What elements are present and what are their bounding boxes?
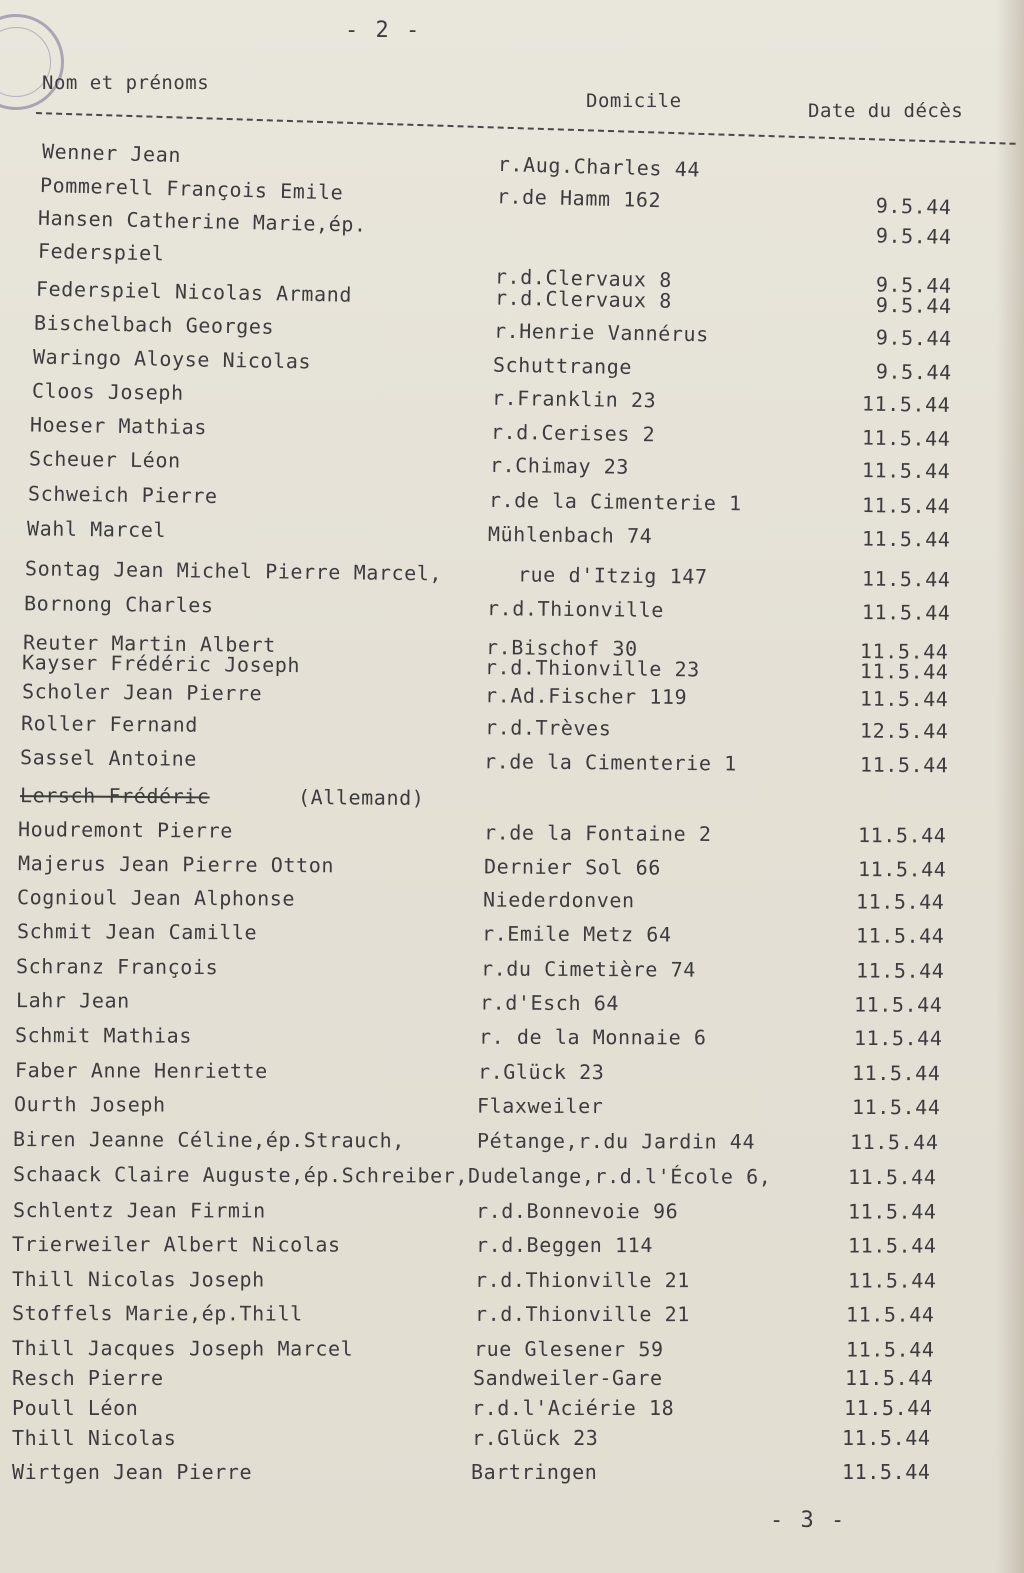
row-date: 11.5.44: [855, 958, 945, 983]
row-domicile: r.Emile Metz 64: [481, 921, 672, 947]
row-domicile: Schuttrange: [492, 352, 633, 380]
row-domicile: r.d.Trèves: [484, 715, 612, 741]
row-domicile: Bartringen: [471, 1460, 598, 1484]
row-domicile: r.d.Thionville 21: [474, 1301, 690, 1327]
row-domicile: Niederdonven: [482, 887, 635, 913]
table-row: [0, 1301, 1024, 1331]
table-row: [0, 1162, 1024, 1194]
row-name: Wahl Marcel: [26, 516, 167, 543]
row-name: Thill Jacques Joseph Marcel: [11, 1336, 354, 1361]
row-domicile: r.d.Beggen 114: [475, 1232, 654, 1258]
row-note: (Allemand): [297, 785, 425, 810]
row-domicile: r.de la Cimenterie 1: [483, 749, 737, 776]
row-date: 11.5.44: [861, 566, 951, 592]
row-date: 11.5.44: [842, 1460, 931, 1484]
row-name: Sontag Jean Michel Pierre Marcel,: [24, 556, 443, 586]
row-name: Biren Jeanne Céline,ép.Strauch,: [12, 1127, 405, 1153]
row-name: Waringo Aloyse Nicolas: [32, 344, 312, 374]
table-row: [0, 1426, 1024, 1454]
row-date: 11.5.44: [859, 752, 949, 778]
table-row: [0, 1198, 1024, 1228]
row-date: 11.5.44: [855, 889, 945, 914]
row-domicile: r.d.Clervaux 8: [494, 264, 673, 293]
row-domicile: r.du Cimetière 74: [480, 956, 696, 982]
row-name: Scholer Jean Pierre: [21, 679, 263, 706]
table-row: [0, 783, 1024, 818]
row-name: Reuter Martin Albert: [22, 630, 276, 657]
row-date: 11.5.44: [849, 1129, 939, 1155]
row-date: 11.5.44: [855, 923, 945, 948]
table-row: [0, 1023, 1024, 1055]
row-domicile: r.d.Cerises 2: [490, 419, 656, 447]
row-domicile: r.de la Cimenterie 1: [488, 487, 742, 516]
row-name: Stoffels Marie,ép.Thill: [11, 1301, 303, 1326]
table-row: [0, 711, 1024, 748]
header-date: Date du décès: [808, 100, 964, 122]
row-name: Trierweiler Albert Nicolas: [11, 1232, 341, 1257]
row-domicile: r.Franklin 23: [491, 385, 657, 413]
row-date: 11.5.44: [847, 1199, 937, 1224]
row-name: Pommerell François Emile: [39, 172, 344, 205]
row-date: 9.5.44: [875, 193, 952, 220]
table-row: [0, 885, 1024, 918]
row-date: 11.5.44: [847, 1268, 937, 1293]
row-domicile: r.d.Thionville 23: [484, 655, 701, 682]
row-date: 9.5.44: [875, 292, 952, 319]
row-date: 11.5.44: [847, 1233, 937, 1258]
row-name: Wenner Jean: [41, 139, 182, 168]
row-name: Bischelbach Georges: [33, 310, 275, 339]
header-domicile: Domicile: [586, 90, 682, 112]
row-date: 11.5.44: [859, 686, 949, 712]
row-name: Federspiel: [37, 238, 165, 266]
row-name: Bornong Charles: [23, 591, 214, 618]
table-row: [0, 817, 1024, 852]
row-name: Scheuer Léon: [28, 446, 181, 473]
table-row: [0, 1366, 1024, 1394]
table-row: [0, 954, 1024, 987]
page-number-top: - 2 -: [345, 18, 422, 43]
row-name: Cognioul Jean Alphonse: [16, 885, 296, 911]
row-date: 11.5.44: [851, 1060, 941, 1086]
row-domicile: Sandweiler-Gare: [473, 1366, 663, 1390]
row-name: Schranz François: [15, 954, 219, 980]
row-name: Faber Anne Henriette: [14, 1058, 268, 1083]
row-domicile: r. de la Monnaie 6: [478, 1024, 707, 1050]
row-date: 11.5.44: [861, 493, 951, 519]
table-row: [0, 919, 1024, 952]
row-name: Sassel Antoine: [19, 745, 198, 771]
row-domicile: r.Bischof 30: [485, 635, 638, 661]
table-row: [0, 1396, 1024, 1424]
row-date: 11.5.44: [857, 822, 947, 848]
row-domicile: r.Glück 23: [477, 1059, 605, 1085]
row-name: Kayser Frédéric Joseph: [21, 650, 301, 678]
row-name: Roller Fernand: [20, 711, 199, 737]
table-row: [0, 1092, 1024, 1124]
row-date: 11.5.44: [861, 458, 951, 484]
row-name: Ourth Joseph: [13, 1092, 166, 1117]
row-name: Cloos Joseph: [31, 378, 184, 405]
row-date: 11.5.44: [861, 425, 951, 451]
table-row: [0, 851, 1024, 886]
table-row: [0, 516, 1024, 557]
table-row: [0, 1232, 1024, 1262]
row-domicile: r.de Hamm 162: [496, 184, 662, 213]
row-date: 9.5.44: [875, 223, 952, 249]
seal-stamp: [0, 14, 64, 110]
row-domicile: Flaxweiler: [476, 1093, 604, 1119]
page-number-bottom: - 3 -: [770, 1508, 847, 1533]
row-domicile: r.d'Esch 64: [479, 990, 620, 1016]
row-name: Schmit Mathias: [14, 1023, 193, 1048]
row-date: 11.5.44: [861, 526, 951, 552]
row-domicile: r.d.Thionville 21: [474, 1267, 690, 1293]
row-name: Schmit Jean Camille: [16, 919, 258, 945]
row-date: 11.5.44: [847, 1164, 937, 1190]
row-date: 9.5.44: [875, 359, 952, 385]
row-domicile: r.Henrie Vannérus: [493, 318, 710, 347]
row-domicile: Pétange,r.du Jardin 44: [476, 1128, 756, 1154]
row-date: 11.5.44: [861, 600, 951, 625]
table-row: [0, 988, 1024, 1021]
header-name: Nom et prénoms: [42, 72, 210, 94]
row-domicile: r.Aug.Charles 44: [497, 151, 701, 182]
row-name: Wirtgen Jean Pierre: [12, 1460, 253, 1484]
row-date: 11.5.44: [845, 1366, 934, 1390]
row-date: 11.5.44: [859, 659, 949, 684]
row-date: 11.5.44: [853, 1025, 943, 1051]
table-row: [0, 1267, 1024, 1297]
row-name: Schaack Claire Auguste,ép.Schreiber,Dudelange,r.d.l'École 6,: [12, 1162, 772, 1189]
row-date: 11.5.44: [859, 639, 949, 664]
row-domicile: r.Ad.Fischer 119: [484, 683, 688, 709]
row-name: Schlentz Jean Firmin: [12, 1198, 266, 1223]
row-domicile: rue d'Itzig 147: [517, 562, 708, 589]
row-domicile: Dernier Sol 66: [483, 854, 662, 880]
table-row: [0, 1336, 1024, 1366]
row-date: 11.5.44: [853, 992, 943, 1017]
table-row: [0, 556, 1024, 597]
row-name: Schweich Pierre: [27, 481, 218, 509]
row-domicile: r.d.l'Aciérie 18: [472, 1396, 675, 1420]
row-domicile: Mühlenbach 74: [487, 521, 653, 548]
row-name: Thill Nicolas Joseph: [11, 1267, 265, 1292]
row-name: Lahr Jean: [15, 988, 130, 1013]
row-domicile: r.d.Clervaux 8: [494, 285, 673, 313]
row-name: Poull Léon: [12, 1396, 139, 1420]
row-name: Federspiel Nicolas Armand: [35, 276, 353, 307]
row-date: 11.5.44: [845, 1337, 935, 1362]
row-name: Hansen Catherine Marie,ép.: [37, 205, 367, 237]
table-row: [0, 745, 1024, 782]
row-date: 11.5.44: [842, 1426, 931, 1450]
table-row: [0, 591, 1024, 630]
table-row: [0, 1058, 1024, 1090]
row-date: 11.5.44: [857, 856, 947, 882]
row-date: 9.5.44: [875, 272, 952, 298]
row-domicile: r.d.Bonnevoie 96: [475, 1198, 679, 1224]
row-domicile: r.Chimay 23: [489, 452, 630, 479]
row-date: 11.5.44: [861, 391, 951, 417]
row-date: 12.5.44: [859, 718, 949, 744]
table-row: [0, 1127, 1024, 1159]
table-row: [0, 1460, 1024, 1488]
row-domicile: rue Glesener 59: [473, 1336, 664, 1362]
row-name: Hoeser Mathias: [29, 412, 208, 440]
row-name: Lersch Frédéric: [19, 783, 210, 809]
row-date: 9.5.44: [875, 325, 952, 351]
row-name: Resch Pierre: [12, 1366, 164, 1390]
row-name: Thill Nicolas: [12, 1426, 177, 1450]
row-name: Houdremont Pierre: [17, 817, 233, 843]
row-domicile: r.Glück 23: [472, 1426, 599, 1450]
row-date: 11.5.44: [851, 1094, 941, 1120]
row-name: Majerus Jean Pierre Otton: [17, 851, 335, 878]
row-date: 11.5.44: [845, 1302, 935, 1327]
row-domicile: r.de la Fontaine 2: [483, 820, 712, 846]
row-date: 11.5.44: [844, 1396, 933, 1420]
row-domicile: r.d.Thionville: [486, 596, 665, 622]
